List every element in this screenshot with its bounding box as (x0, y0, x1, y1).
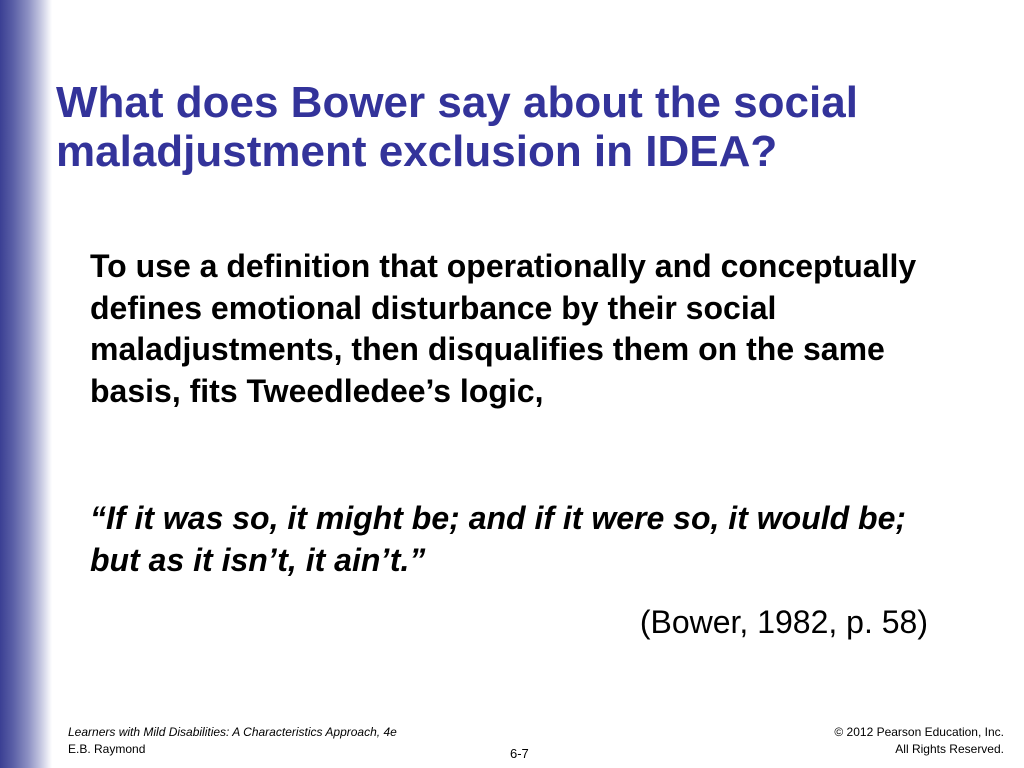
decorative-sidebar-gradient (0, 0, 52, 768)
footer-book-info (68, 724, 397, 758)
footer-rights-line: All Rights Reserved. (895, 741, 1004, 756)
citation: (Bower, 1982, p. 58) (639, 604, 928, 640)
body-paragraph: To use a definition that operationally and conceptually defines emotional disturbance by their social maladjustments, then disqualifies them on the same basis, fits Tweedledee’s logic, (90, 248, 917, 409)
quote-paragraph: “If it was so, it might be; and if it were so, it would be; but as it isn’t, it ain’t.” (90, 500, 907, 578)
slide-title: What does Bower say about the social maladjustment exclusion in IDEA? (56, 78, 858, 177)
page-number: 6-7 (510, 746, 529, 761)
footer-author: E.B. Raymond (68, 741, 146, 756)
footer-book-title: Learners with Mild Disabilities: A Characteristics Approach, 4e (68, 725, 397, 739)
footer-copyright-line: © 2012 Pearson Education, Inc. (834, 725, 1004, 739)
footer-copyright (834, 724, 1004, 758)
